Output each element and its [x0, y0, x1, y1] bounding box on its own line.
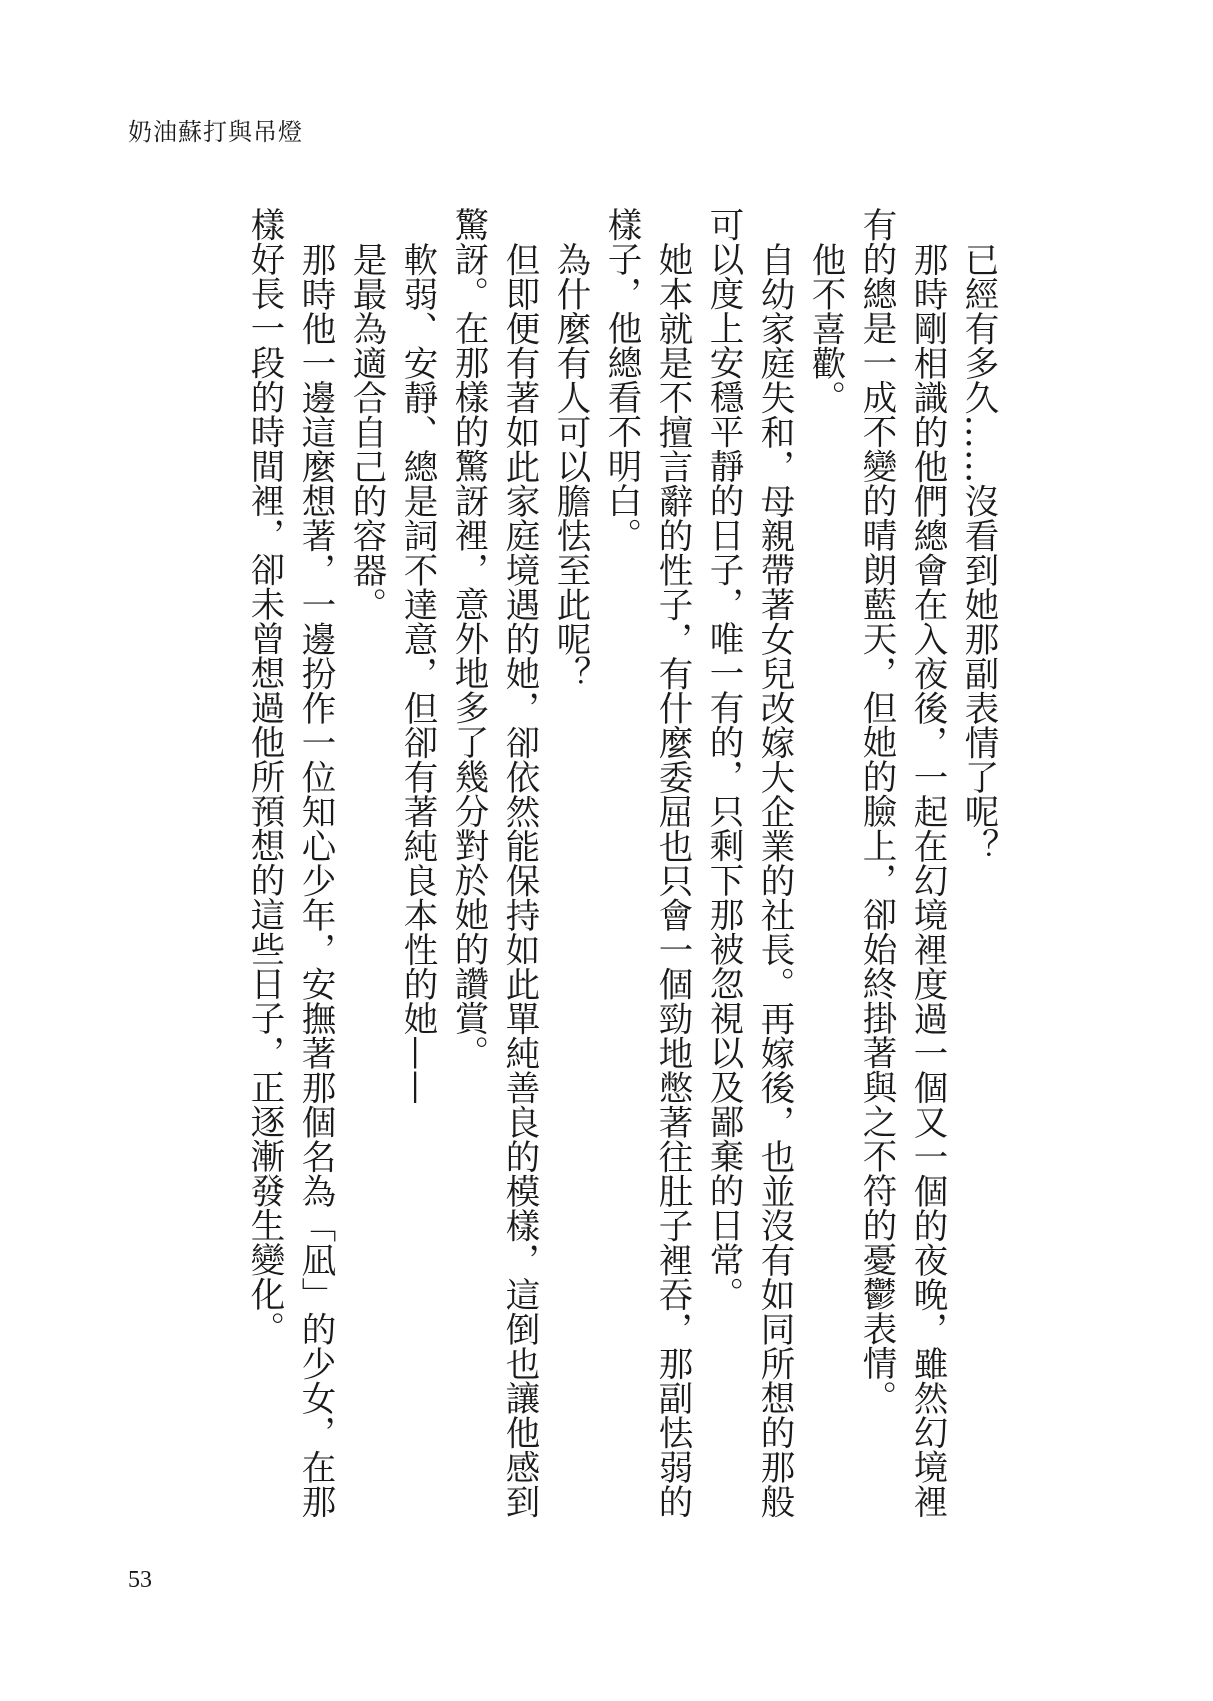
paragraph-9: 是最為適合自己的容器。	[346, 241, 386, 621]
running-head: 奶油蘇打與吊燈	[128, 118, 303, 146]
body-text	[183, 207, 1003, 1537]
paragraph-3: 他不喜歡。	[805, 241, 845, 414]
paragraph-8: 軟弱、安靜、總是詞不達意，但卻有著純良本性的她——	[397, 241, 437, 1104]
paragraph-6: 為什麼有人可以膽怯至此呢？	[550, 241, 590, 690]
paragraph-7: 但即便有著如此家庭境遇的她，卻依然能保持如此單純善良的模樣，這倒也讓他感到驚訝。在那樣的驚訝裡，意外地多了幾分對於她的讚賞。	[448, 207, 539, 1518]
paragraph-10: 那時他一邊這麼想著，一邊扮作一位知心少年，安撫著那個名為「凪」的少女，在那樣好長一段的時間裡，卻未曾想過他所預想的這些日子，正逐漸發生變化。	[244, 207, 335, 1518]
paragraph-2: 那時剛相識的他們總會在入夜後，一起在幻境裡度過一個又一個的夜晚，雖然幻境裡有的總是一成不變的晴朗藍天，但她的臉上，卻始終掛著與之不符的憂鬱表情。	[856, 207, 947, 1518]
page-number: 53	[128, 1567, 152, 1593]
paragraph-5: 她本就是不擅言辭的性子，有什麼委屈也只會一個勁地憋著往肚子裡吞，那副怯弱的樣子，他總看不明白。	[601, 207, 692, 1518]
paragraph-1: 已經有多久……沒看到她那副表情了呢？	[958, 241, 998, 863]
paragraph-4: 自幼家庭失和，母親帶著女兒改嫁大企業的社長。再嫁後，也並沒有如同所想的那般可以度上安穩平靜的日子，唯一有的，只剩下那被忽視以及鄙棄的日常。	[703, 207, 794, 1518]
